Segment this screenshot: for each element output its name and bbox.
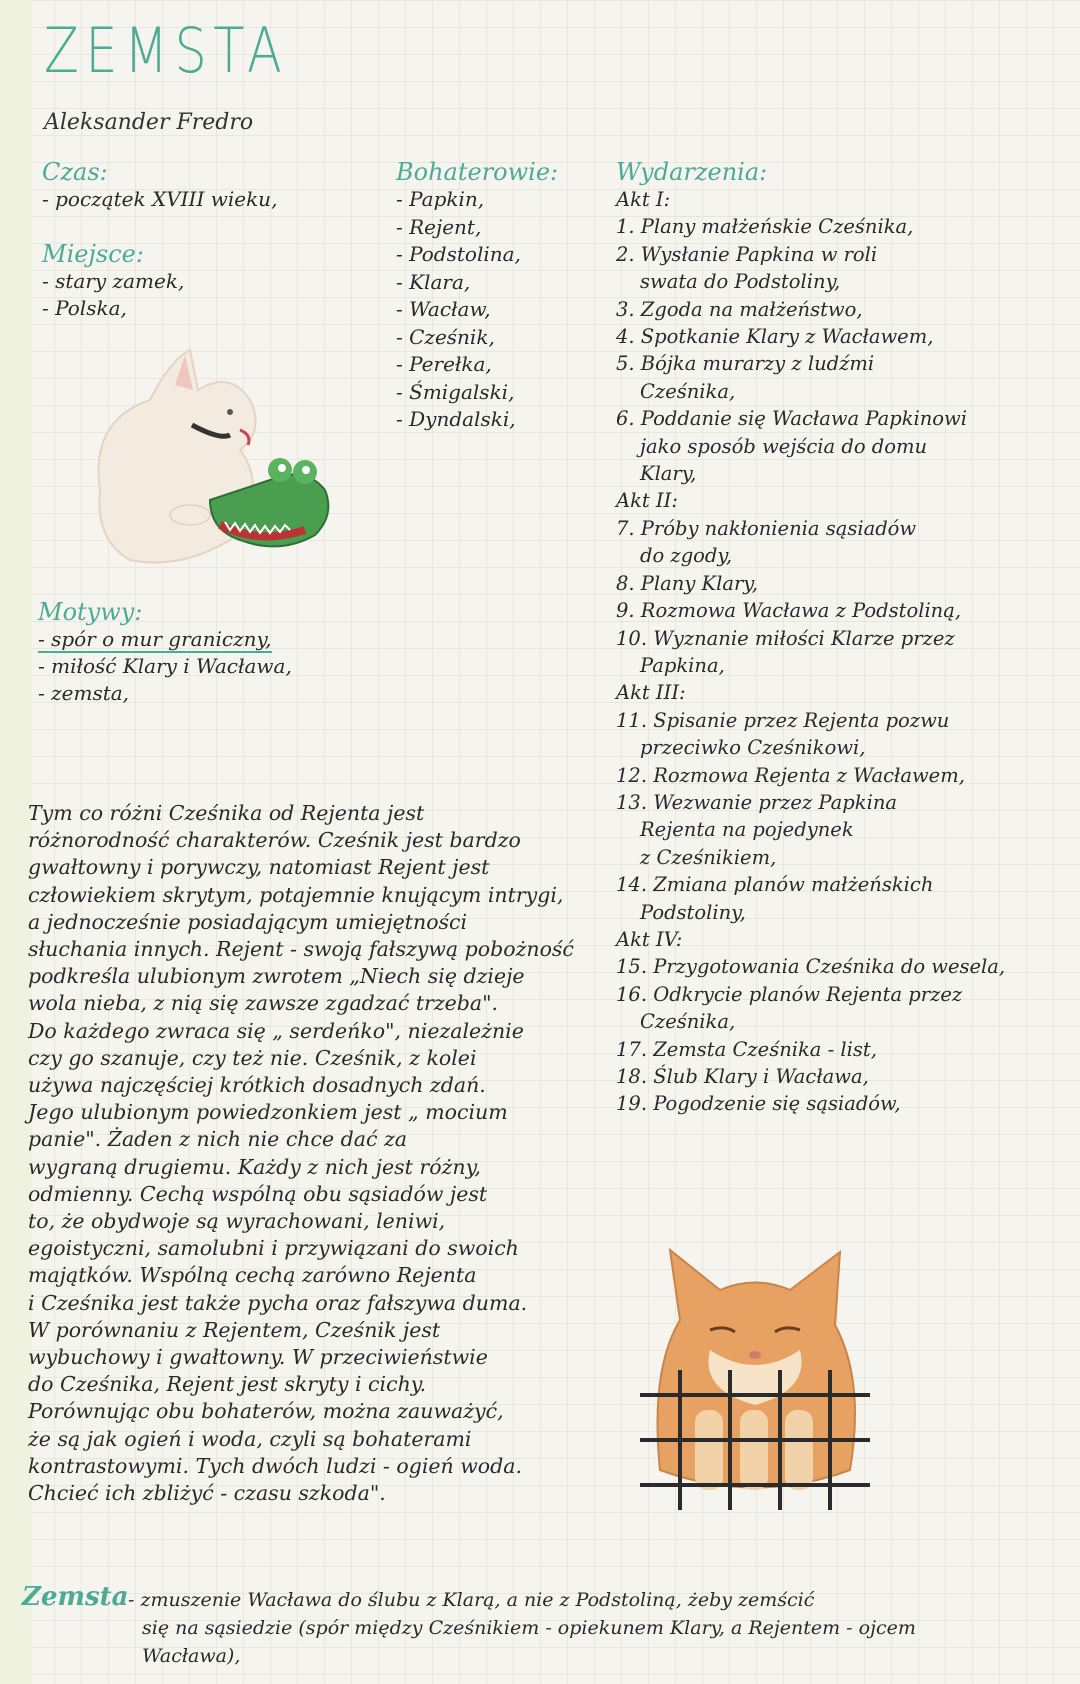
paragraph-line: to, że obydwoje są wyrachowani, leniwi, (28, 1209, 446, 1234)
motifs-section (38, 598, 292, 707)
character-item: - Klara, (396, 269, 471, 294)
time-item: - początek XVIII wieku, (42, 187, 278, 211)
paragraph-line: Porównując obu bohaterów, można zauważyć, (28, 1399, 504, 1424)
paragraph-line: różnorodność charakterów. Cześnik jest bardzo (28, 828, 521, 853)
character-item: - Cześnik, (396, 324, 495, 349)
paragraph-line: wybuchowy i gwałtowny. W przeciwieństwie (28, 1345, 488, 1370)
footer-line: - zmuszenie Wacława do ślubu z Klarą, a nie z Podstoliną, żeby zemścić (128, 1589, 815, 1611)
paragraph-line: kontrastowymi. Tych dwóch ludzi - ogień woda. (28, 1453, 522, 1478)
time-section (42, 158, 277, 213)
event-item: 15. Przygotowania Cześnika do wesela, (616, 955, 1006, 979)
event-item: 12. Rozmowa Rejenta z Wacławem, (616, 763, 965, 787)
event-item: Cześnika, (640, 379, 736, 403)
event-item: 14. Zmiana planów małżeńskich (616, 873, 934, 897)
event-item: Cześnika, (640, 1010, 736, 1034)
event-item: 7. Próby nakłonienia sąsiadów (616, 516, 917, 540)
paragraph-line: do Cześnika, Rejent jest skryty i cichy. (28, 1372, 427, 1397)
event-item: swata do Podstoliny, (640, 270, 841, 294)
act-heading: Akt I: (616, 188, 671, 211)
event-item: 4. Spotkanie Klary z Wacławem, (616, 325, 934, 349)
paragraph-line: odmienny. Cechą wspólną obu sąsiadów jest (28, 1181, 488, 1206)
paragraph-line: a jednocześnie posiadającym umiejętności (28, 909, 468, 934)
footer-keyword: Zemsta (22, 1582, 129, 1612)
characters-heading: Bohaterowie: (396, 158, 559, 186)
cat-with-crocodile-illustration (80, 340, 340, 580)
paragraph-line: W porównaniu z Rejentem, Cześnik jest (28, 1317, 441, 1342)
event-item: 13. Wezwanie przez Papkina (616, 790, 898, 814)
event-item: 1. Plany małżeńskie Cześnika, (616, 215, 914, 239)
paragraph-line: wola nieba, z nią się zawsze zgadzać trzeba". (28, 991, 499, 1016)
events-heading: Wydarzenia: (616, 158, 768, 186)
analysis-paragraph (28, 800, 608, 1507)
paragraph-line: że są jak ogień i woda, czyli są bohaterami (28, 1426, 472, 1451)
paragraph-line: Chcieć ich zbliżyć - czasu szkoda". (28, 1481, 386, 1506)
event-item: Podstoliny, (640, 900, 746, 924)
paragraph-line: egoistyczni, samolubni i przywiązani do swoich (28, 1236, 519, 1261)
character-item: - Podstolina, (396, 242, 521, 266)
motif-item: - miłość Klary i Wacława, (38, 654, 292, 678)
motif-text: - spór o mur graniczny, (38, 627, 272, 651)
event-item: 16. Odkrycie planów Rejenta przez (616, 982, 963, 1006)
author: Aleksander Fredro (44, 110, 254, 135)
paragraph-line: Jego ulubionym powiedzonkiem jest „ mocium (28, 1100, 508, 1125)
paragraph-line: używa najczęściej krótkich dosadnych zdań. (28, 1073, 486, 1098)
paragraph-line: wygraną drugiemu. Każdy z nich jest różny, (28, 1154, 481, 1179)
character-item: - Dyndalski, (396, 407, 516, 431)
paragraph-line: gwałtowny i porywczy, natomiast Rejent jest (28, 855, 490, 880)
cat-behind-bars-illustration (640, 1240, 870, 1510)
event-item: do zgody, (640, 544, 733, 568)
character-item: - Wacław, (396, 297, 491, 321)
characters-list (396, 186, 558, 434)
character-item: - Śmigalski, (396, 379, 515, 404)
event-item: 10. Wyznanie miłości Klarze przez (616, 626, 955, 650)
event-item: 17. Zemsta Cześnika - list, (616, 1037, 877, 1061)
time-heading: Czas: (42, 158, 108, 186)
act-heading: Akt II: (616, 489, 678, 513)
event-item: 3. Zgoda na małżeństwo, (616, 297, 863, 321)
motif-item: - zemsta, (38, 681, 130, 705)
event-item: jako sposób wejścia do domu (640, 434, 928, 458)
paragraph-line: i Cześnika jest także pycha oraz fałszywa duma. (28, 1290, 528, 1315)
event-item: 11. Spisanie przez Rejenta pozwu (616, 708, 950, 732)
character-item: - Papkin, (396, 187, 485, 211)
paragraph-line: podkreśla ulubionym zwrotem „Niech się dzieje (28, 964, 525, 989)
act-heading: Akt IV: (616, 927, 683, 951)
page-title: ZEMSTA (44, 14, 289, 87)
event-item: przeciwko Cześnikowi, (640, 736, 866, 760)
footer-line: Wacława), (142, 1645, 241, 1667)
event-item: 9. Rozmowa Wacława z Podstoliną, (616, 599, 962, 623)
events-list (616, 186, 1066, 1118)
footer-definition (128, 1586, 1068, 1670)
place-section (42, 240, 184, 322)
character-item: - Rejent, (396, 214, 482, 239)
paragraph-line: Do każdego zwraca się „ serdeńko", niezależnie (28, 1018, 524, 1043)
paragraph-line: czy go szanuje, czy też nie. Cześnik, z kolei (28, 1045, 477, 1070)
character-item: - Perełka, (396, 352, 492, 376)
paragraph-line: słuchania innych. Rejent - swoją fałszywą pobożność (28, 937, 574, 962)
paragraph-line: człowiekiem skrytym, potajemnie knującym intrygi, (28, 882, 564, 907)
place-heading: Miejsce: (42, 240, 144, 268)
event-item: z Cześnikiem, (640, 845, 777, 869)
event-item: Rejenta na pojedynek (640, 818, 854, 842)
motif-item (38, 626, 292, 653)
footer-line: się na sąsiedzie (spór między Cześnikiem - opiekunem Klary, a Rejentem - ojcem (142, 1617, 916, 1639)
event-item: Papkina, (640, 653, 725, 677)
event-item: 2. Wysłanie Papkina w roli (616, 242, 878, 266)
act-heading: Akt III: (616, 681, 686, 705)
characters-section (396, 158, 558, 434)
place-item: - Polska, (42, 296, 127, 320)
paragraph-line: majątków. Wspólną cechą zarówno Rejenta (28, 1263, 477, 1288)
paragraph-line: Tym co różni Cześnika od Rejenta jest (28, 801, 425, 825)
events-section (616, 158, 1066, 1118)
event-item: 18. Ślub Klary i Wacława, (616, 1065, 869, 1088)
motifs-heading: Motywy: (38, 598, 143, 626)
event-item: Klary, (640, 462, 697, 486)
event-item: 8. Plany Klary, (616, 571, 758, 595)
event-item: 5. Bójka murarzy z ludźmi (616, 352, 875, 376)
paragraph-line: panie". Żaden z nich nie chce dać za (28, 1127, 407, 1152)
event-item: 19. Pogodzenie się sąsiadów, (616, 1092, 901, 1116)
place-item: - stary zamek, (42, 269, 185, 293)
event-item: 6. Poddanie się Wacława Papkinowi (616, 407, 967, 431)
